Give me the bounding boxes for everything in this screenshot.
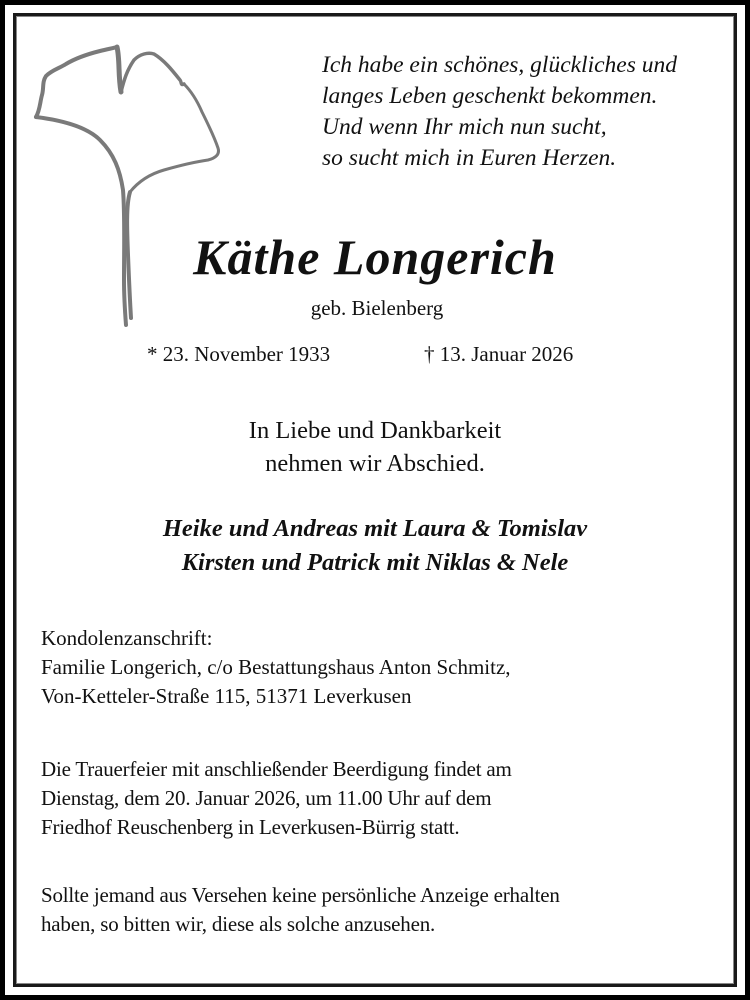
poem-line: langes Leben geschenkt bekommen.	[322, 83, 658, 109]
birth-date: * 23. November 1933	[147, 342, 331, 366]
poem-line: so sucht mich in Euren Herzen.	[322, 145, 617, 171]
mourner-line: Kirsten und Patrick mit Niklas & Nele	[181, 549, 569, 576]
notice-text	[41, 881, 560, 939]
mourner-line: Heike und Andreas mit Laura & Tomislav	[162, 515, 588, 542]
notice-line: haben, so bitten wir, diese als solche anzusehen.	[41, 912, 436, 936]
farewell-line: nehmen wir Abschied.	[265, 450, 485, 477]
condolence-line: Kondolenzanschrift:	[41, 626, 213, 650]
mourners	[0, 512, 750, 580]
poem-line: Ich habe ein schönes, glückliches und	[322, 52, 678, 78]
deceased-name: Käthe Longerich	[193, 229, 557, 285]
condolence-line: Von-Ketteler-Straße 115, 51371 Leverkusen	[41, 684, 412, 708]
farewell-line: In Liebe und Dankbarkeit	[248, 417, 502, 444]
funeral-info	[41, 755, 512, 842]
funeral-line: Dienstag, dem 20. Januar 2026, um 11.00 Uhr auf dem	[41, 786, 492, 810]
condolence-address	[41, 624, 511, 711]
poem	[322, 50, 677, 174]
funeral-line: Die Trauerfeier mit anschließender Beerdigung findet am	[41, 757, 512, 781]
death-date: † 13. Januar 2026	[424, 342, 574, 366]
maiden-name: geb. Bielenberg	[310, 296, 444, 320]
farewell-text	[0, 414, 750, 480]
condolence-line: Familie Longerich, c/o Bestattungshaus Anton Schmitz,	[41, 655, 511, 679]
notice-line: Sollte jemand aus Versehen keine persönliche Anzeige erhalten	[41, 883, 560, 907]
poem-line: Und wenn Ihr mich nun sucht,	[322, 114, 607, 140]
funeral-line: Friedhof Reuschenberg in Leverkusen-Bürrig statt.	[41, 815, 460, 839]
ginkgo-leaf-icon	[30, 40, 230, 330]
